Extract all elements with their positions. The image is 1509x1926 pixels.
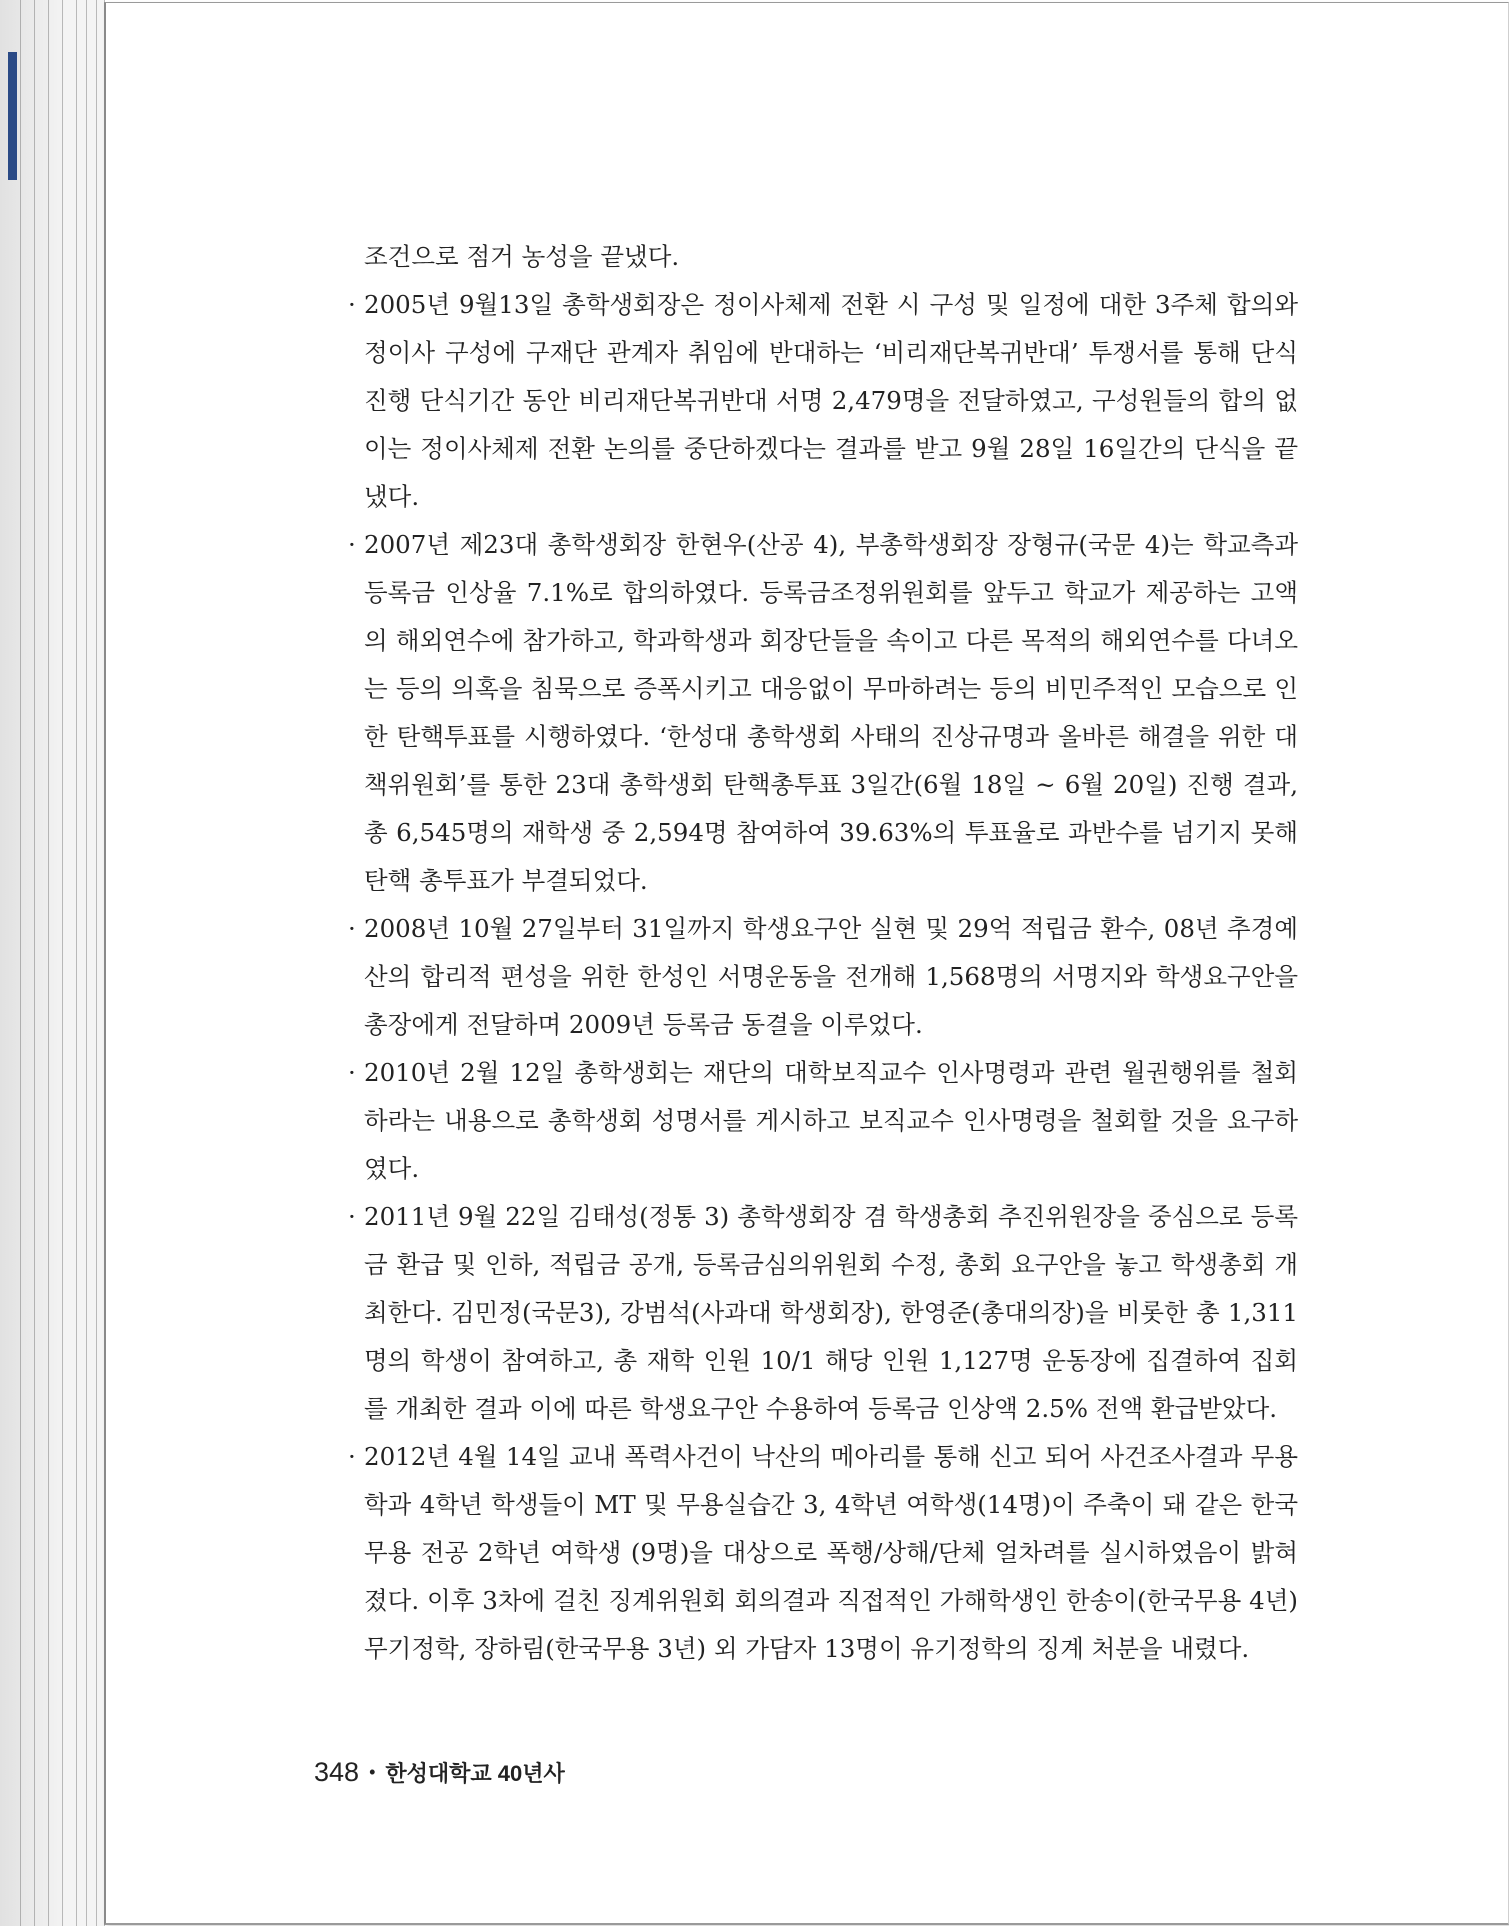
bullet: · xyxy=(348,914,356,943)
bullet: · xyxy=(348,1058,356,1087)
list-item xyxy=(348,1049,1298,1193)
bullet: · xyxy=(348,1442,356,1471)
list-item-text: 2005년 9월13일 총학생회장은 정이사체제 전환 시 구성 및 일정에 대한 3주체 합의와 정이사 구성에 구재단 관계자 취임에 반대하는 ‘비리재단복귀반대’ 투쟁서를 통해 단식 진행 단식기간 동안 비리재단복귀반대 서명 2,479명을 전달하였고, 구성원들의 합의 없이는 정이사체제 전환 논의를 중단하겠다는 결과를 받고 9월 28일 16일간의 단식을 끝냈다. xyxy=(364,290,1298,511)
list-item-text: 2007년 제23대 총학생회장 한현우(산공 4), 부총학생회장 장형규(국문 4)는 학교측과 등록금 인상율 7.1%로 합의하였다. 등록금조정위원회를 앞두고 학교가 제공하는 고액의 해외연수에 참가하고, 학과학생과 회장단들을 속이고 다른 목적의 해외연수를 다녀오는 등의 의혹을 침묵으로 증폭시키고 대응없이 무마하려는 등의 비민주적인 모습으로 인한 탄핵투표를 시행하였다. ‘한성대 총학생회 사태의 진상규명과 올바른 해결을 위한 대책위원회’를 통한 23대 총학생회 탄핵총투표 3일간(6월 18일 ~ 6월 20일) 진행 결과, 총 6,545명의 재학생 중 2,594명 참여하여 39.63%의 투표율로 과반수를 넘기지 못해 탄핵 총투표가 부결되었다. xyxy=(364,530,1298,895)
footer-separator: • xyxy=(369,1762,376,1782)
list-item-text: 2012년 4월 14일 교내 폭력사건이 낙산의 메아리를 통해 신고 되어 사건조사결과 무용학과 4학년 학생들이 MT 및 무용실습간 3, 4학년 여학생(14명)이 주축이 돼 같은 한국무용 전공 2학년 여학생 (9명)을 대상으로 폭행/상해/단체 얼차려를 실시하였음이 밝혀졌다. 이후 3차에 걸친 징계위원회 회의결과 직접적인 가해학생인 한송이(한국무용 4년) 무기정학, 장하림(한국무용 3년) 외 가담자 13명이 유기정학의 징계 처분을 내렸다. xyxy=(364,1442,1298,1663)
list-item xyxy=(348,281,1298,521)
list-item xyxy=(348,905,1298,1049)
edge-shadow xyxy=(0,0,110,1926)
list-item-text: 2010년 2월 12일 총학생회는 재단의 대학보직교수 인사명령과 관련 월권행위를 철회하라는 내용으로 총학생회 성명서를 게시하고 보직교수 인사명령을 철회할 것을 요구하였다. xyxy=(364,1058,1298,1183)
book-title: 한성대학교 40년사 xyxy=(385,1761,565,1786)
list-item xyxy=(348,1433,1298,1673)
list-item-text: 2008년 10월 27일부터 31일까지 학생요구안 실현 및 29억 적립금 환수, 08년 추경예산의 합리적 편성을 위한 한성인 서명운동을 전개해 1,568명의 서명지와 학생요구안을 총장에게 전달하며 2009년 등록금 동결을 이루었다. xyxy=(364,914,1298,1039)
list-item xyxy=(348,521,1298,905)
page-body xyxy=(348,233,1298,1673)
bullet: · xyxy=(348,530,356,559)
bullet: · xyxy=(348,290,356,319)
page-number: 348 xyxy=(314,1757,360,1787)
book-edge-stack xyxy=(0,0,110,1926)
page-footer xyxy=(314,1757,565,1788)
bullet: · xyxy=(348,1202,356,1231)
list-item-text: 2011년 9월 22일 김태성(정통 3) 총학생회장 겸 학생총회 추진위원장을 중심으로 등록금 환급 및 인하, 적립금 공개, 등록금심의위원회 수정, 총회 요구안을 놓고 학생총회 개최한다. 김민정(국문3), 강범석(사과대 학생회장), 한영준(총대의장)을 비롯한 총 1,311명의 학생이 참여하고, 총 재학 인원 10/1 해당 인원 1,127명 운동장에 집결하여 집회를 개최한 결과 이에 따른 학생요구안 수용하여 등록금 인상액 2.5% 전액 환급받았다. xyxy=(364,1202,1298,1423)
intro-paragraph: 조건으로 점거 농성을 끝냈다. xyxy=(364,242,680,271)
list-item xyxy=(348,1193,1298,1433)
